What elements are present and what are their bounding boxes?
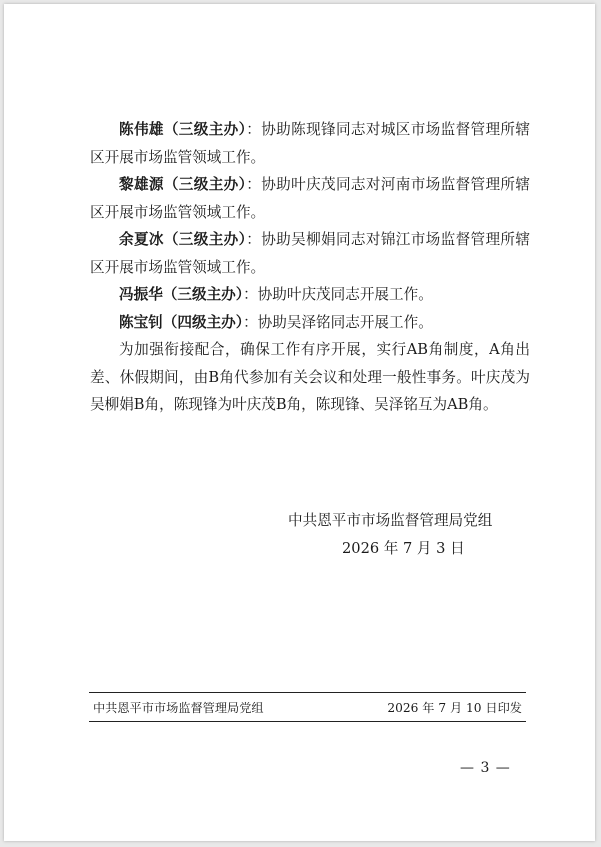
person-name-bold: 余夏冰（三级主办） bbox=[119, 231, 247, 248]
assignment-text: ：协助叶庆茂同志开展工作。 bbox=[243, 286, 433, 303]
assignment-paragraph-3 bbox=[90, 226, 530, 281]
signature-block bbox=[288, 507, 528, 562]
signature-organization: 中共恩平市市场监督管理局党组 bbox=[288, 512, 493, 529]
document-body bbox=[90, 116, 530, 419]
person-name-bold: 陈伟雄（三级主办） bbox=[119, 121, 247, 138]
assignment-paragraph-1 bbox=[90, 116, 530, 171]
footer-issuer: 中共恩平市市场监督管理局党组 bbox=[93, 701, 264, 715]
assignment-text: ：协助叶庆茂同志对河南市场监督管理所辖区开展市场监管领域工作。 bbox=[90, 176, 530, 221]
signature-date: 2026 年 7 月 3 日 bbox=[342, 539, 465, 557]
footer-print-date: 2026 年 7 月 10 日印发 bbox=[387, 701, 522, 715]
person-name-bold: 黎雄源（三级主办） bbox=[119, 176, 247, 193]
person-name-bold: 冯振华（三级主办） bbox=[119, 286, 244, 303]
print-footer bbox=[89, 692, 526, 722]
document-page bbox=[4, 4, 595, 841]
assignment-paragraph-2 bbox=[90, 171, 530, 226]
assignment-text: ：协助吴柳娟同志对锦江市场监督管理所辖区开展市场监管领域工作。 bbox=[90, 231, 530, 276]
page-number: — 3 — bbox=[460, 760, 511, 776]
assignment-paragraph-4 bbox=[90, 281, 530, 309]
ab-role-paragraph: 为加强衔接配合，确保工作有序开展，实行AB角制度，A角出差、休假期间，由B角代参加有关会议和处理一般性事务。叶庆茂为吴柳娟B角，陈现锋为叶庆茂B角，陈现锋、吴泽铭互为AB角。 bbox=[90, 341, 530, 413]
assignment-text: ：协助吴泽铭同志开展工作。 bbox=[243, 313, 433, 331]
assignment-paragraph-5 bbox=[90, 309, 530, 337]
assignment-text: ：协助陈现锋同志对城区市场监督管理所辖区开展市场监管领域工作。 bbox=[90, 121, 530, 166]
person-name-bold: 陈宝钊（四级主办） bbox=[119, 313, 244, 331]
